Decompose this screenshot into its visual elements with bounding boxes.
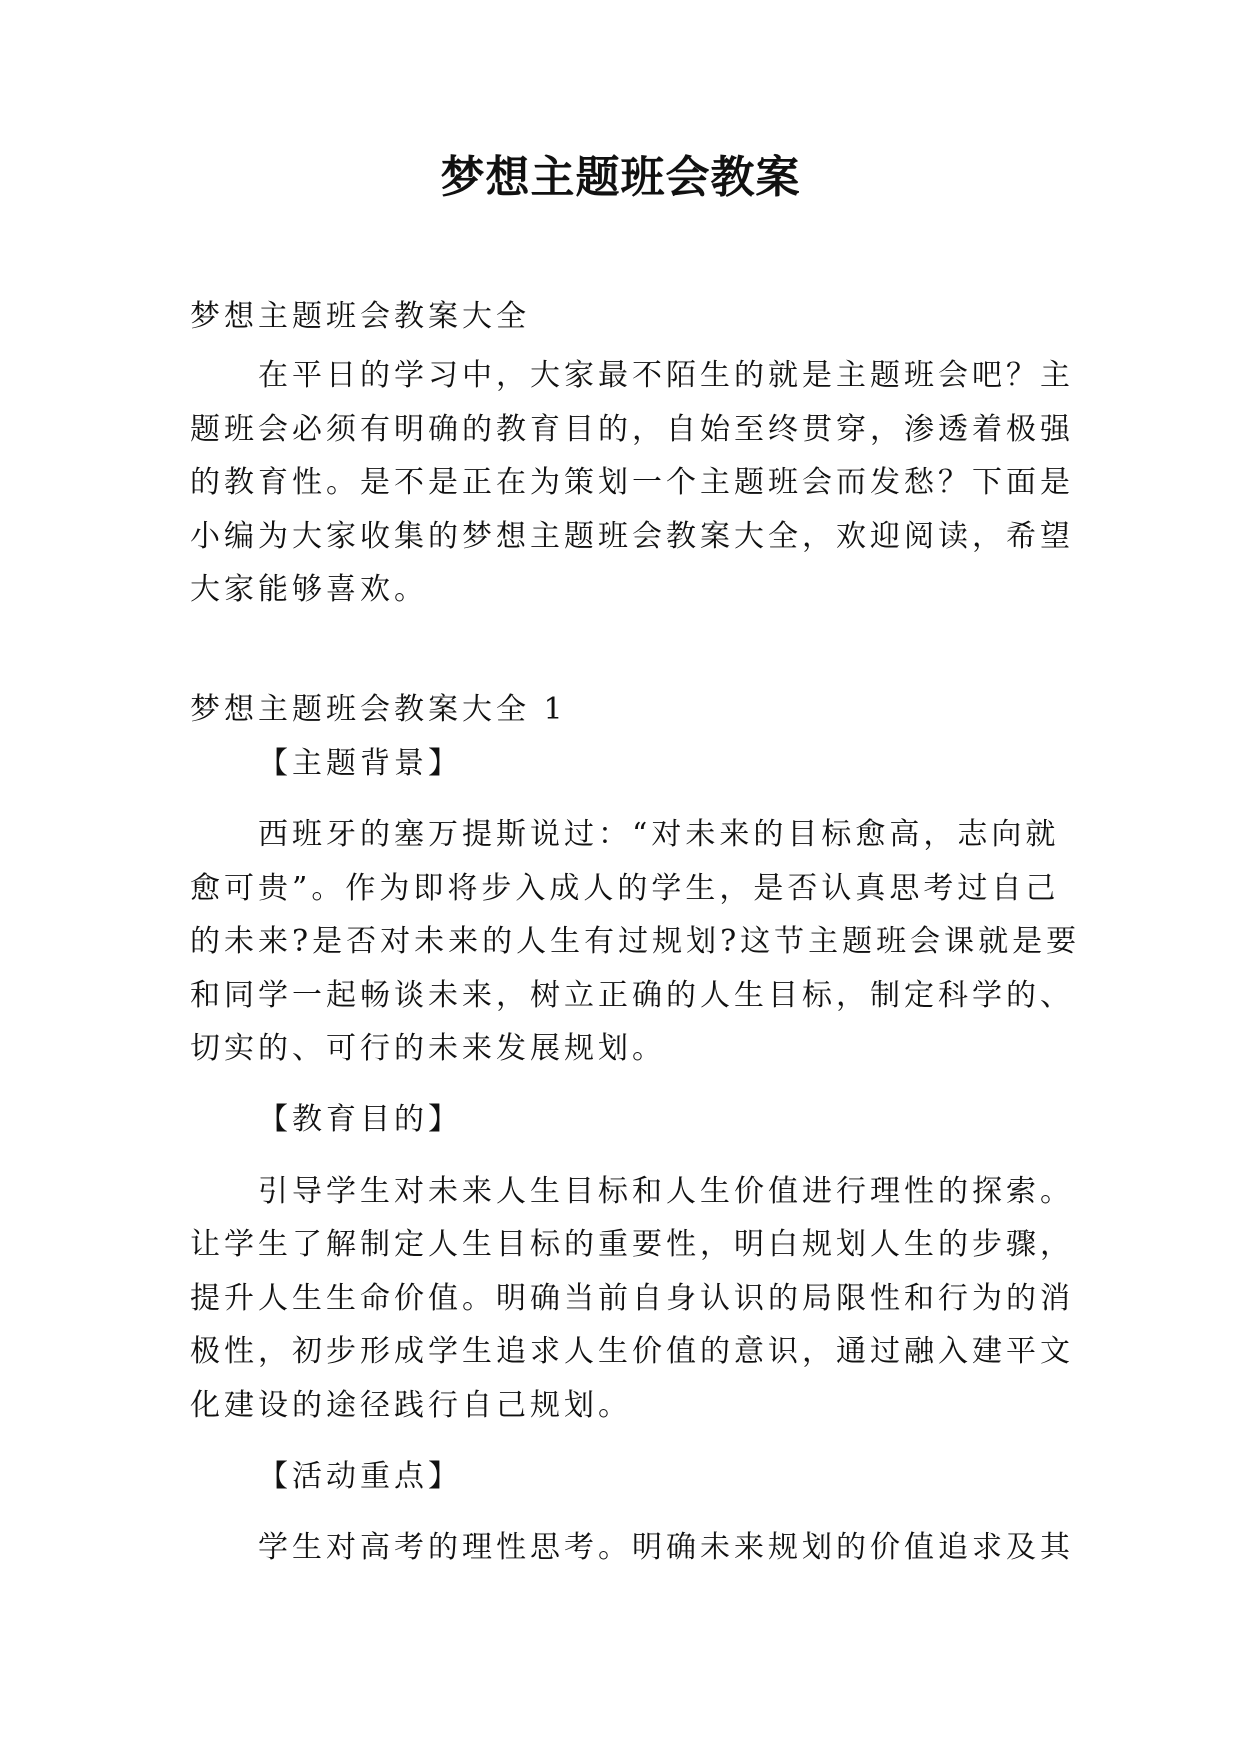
paragraph-line: 大家能够喜欢。 xyxy=(190,572,428,607)
paragraph-line: 题班会必须有明确的教育目的，自始至终贯穿，渗透着极强 xyxy=(190,412,1074,447)
paragraph-line: 的未来?是否对未来的人生有过规划?这节主题班会课就是要 xyxy=(190,924,1081,959)
bracket-heading: 【教育目的】 xyxy=(258,1102,462,1137)
document-title: 梦想主题班会教案 xyxy=(440,152,801,203)
paragraph-line: 切实的、可行的未来发展规划。 xyxy=(190,1031,666,1066)
paragraph-line: 引导学生对未来人生目标和人生价值进行理性的探索。 xyxy=(258,1174,1074,1209)
section-heading: 梦想主题班会教案大全 1 xyxy=(190,692,567,727)
bracket-heading: 【活动重点】 xyxy=(258,1459,462,1494)
paragraph-line: 在平日的学习中，大家最不陌生的就是主题班会吧？主 xyxy=(258,358,1074,393)
paragraph-line: 让学生了解制定人生目标的重要性，明白规划人生的步骤， xyxy=(190,1227,1074,1262)
paragraph-line: 小编为大家收集的梦想主题班会教案大全，欢迎阅读，希望 xyxy=(190,519,1074,554)
subtitle-line: 梦想主题班会教案大全 xyxy=(190,299,530,334)
paragraph-line: 愈可贵”。作为即将步入成人的学生，是否认真思考过自己 xyxy=(190,871,1060,906)
paragraph-line: 化建设的途径践行自己规划。 xyxy=(190,1388,632,1423)
paragraph-line: 学生对高考的理性思考。明确未来规划的价值追求及其 xyxy=(258,1530,1074,1565)
paragraph-line: 西班牙的塞万提斯说过：“对未来的目标愈高，志向就 xyxy=(258,817,1060,852)
paragraph-line: 和同学一起畅谈未来，树立正确的人生目标，制定科学的、 xyxy=(190,978,1074,1013)
paragraph-line: 提升人生生命价值。明确当前自身认识的局限性和行为的消 xyxy=(190,1281,1074,1316)
paragraph-line: 极性，初步形成学生追求人生价值的意识，通过融入建平文 xyxy=(190,1334,1074,1369)
paragraph-line: 的教育性。是不是正在为策划一个主题班会而发愁？下面是 xyxy=(190,465,1074,500)
bracket-heading: 【主题背景】 xyxy=(258,746,462,781)
